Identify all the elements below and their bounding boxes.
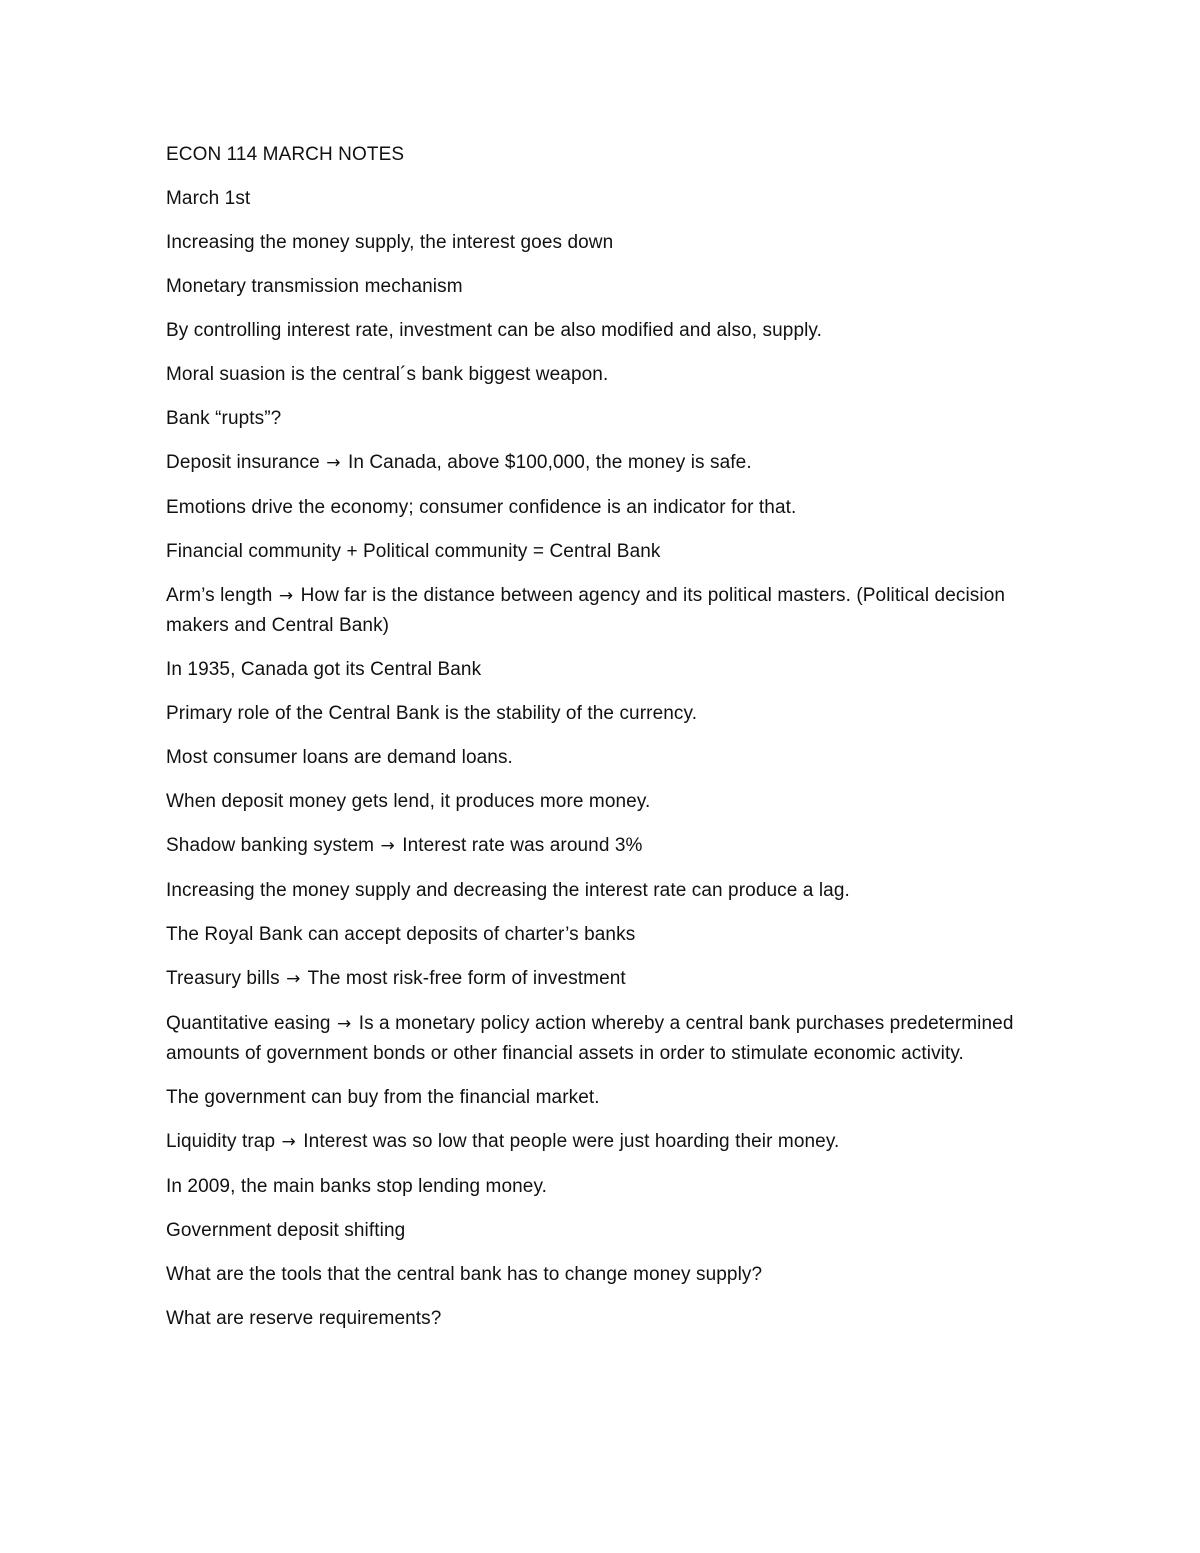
note-line-17: Treasury bills → The most risk-free form of investment [166,968,626,989]
note-line-9: Arm’s length → How far is the distance between agency and its political masters. (Political decision makers and Central Bank) [166,585,1006,636]
note-line-4: Moral suasion is the central´s bank biggest weapon. [166,364,609,385]
note-line-1: Increasing the money supply, the interest goes down [166,232,614,253]
note-line-15: Increasing the money supply and decreasing the interest rate can produce a lag. [166,880,850,901]
note-line-6: Deposit insurance → In Canada, above $100,000, the money is safe. [166,452,752,473]
note-line-10: In 1935, Canada got its Central Bank [166,659,482,680]
note-line-16: The Royal Bank can accept deposits of charter’s banks [166,924,636,945]
arrow-right-icon: → [281,1132,296,1152]
note-line-2: Monetary transmission mechanism [166,276,463,297]
note-line-13: When deposit money gets lend, it produces more money. [166,791,651,812]
note-line-20: Liquidity trap → Interest was so low that people were just hoarding their money. [166,1131,840,1152]
arrow-right-icon: → [336,1014,352,1034]
note-line-22: Government deposit shifting [166,1220,406,1241]
document-title: ECON 114 MARCH NOTES [166,144,405,165]
note-line-8: Financial community + Political community = Central Bank [166,541,661,562]
arrow-right-icon: → [326,453,341,473]
note-line-7: Emotions drive the economy; consumer confidence is an indicator for that. [166,497,797,518]
note-line-12: Most consumer loans are demand loans. [166,747,513,768]
note-line-5: Bank “rupts”? [166,408,282,429]
note-line-21: In 2009, the main banks stop lending money. [166,1176,548,1197]
note-line-11: Primary role of the Central Bank is the stability of the currency. [166,703,698,724]
note-line-3: By controlling interest rate, investment can be also modified and also, supply. [166,320,823,341]
arrow-right-icon: → [286,969,301,989]
arrow-right-icon: → [380,836,395,856]
arrow-right-icon: → [278,586,294,606]
notes-body [166,140,1046,1348]
note-line-19: The government can buy from the financial market. [166,1087,600,1108]
note-line-23: What are the tools that the central bank has to change money supply? [166,1264,763,1285]
note-line-14: Shadow banking system → Interest rate was around 3% [166,835,643,856]
note-line-24: What are reserve requirements? [166,1308,442,1329]
date-heading: March 1st [166,188,251,209]
note-line-18: Quantitative easing → Is a monetary policy action whereby a central bank purchases predetermined amounts of government bonds or other financial assets in order to stimulate economic activity. [166,1013,1014,1064]
